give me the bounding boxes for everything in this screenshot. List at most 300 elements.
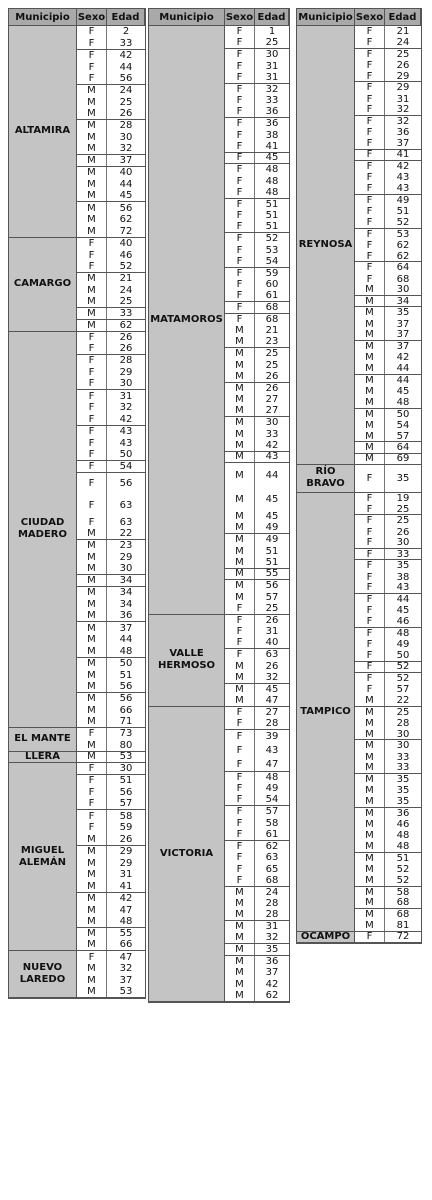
edad-cell: 56 xyxy=(119,478,133,489)
sexo-cell: M xyxy=(77,528,107,539)
sexo-cell: M xyxy=(225,534,255,546)
sexo-cell: F xyxy=(355,493,385,504)
table-row xyxy=(77,611,145,623)
table-row xyxy=(225,118,289,130)
edad-cell: 34 xyxy=(119,575,133,586)
sexo-cell: F xyxy=(77,61,107,73)
table-row xyxy=(77,26,145,38)
edad-cell: 25 xyxy=(396,706,410,718)
sexo-cell: F xyxy=(355,150,385,160)
edad-cell: 30 xyxy=(119,132,133,144)
sexo-cell: F xyxy=(77,38,107,49)
edad-cell: 30 xyxy=(396,284,410,295)
table-row xyxy=(77,214,145,226)
edad-cell: 25 xyxy=(396,48,410,60)
edad-cell: 29 xyxy=(396,71,410,82)
sexo-cell: F xyxy=(77,495,107,517)
table-row xyxy=(355,319,421,330)
table-row xyxy=(225,730,289,744)
edad-cell: 27 xyxy=(265,405,279,416)
table-row xyxy=(225,898,289,910)
municipio-cell: EL MANTE xyxy=(9,728,77,752)
table-row xyxy=(355,251,421,262)
edad-cell: 56 xyxy=(119,787,133,799)
sexo-cell: F xyxy=(355,206,385,217)
sexo-cell: F xyxy=(355,195,385,206)
table-row xyxy=(77,402,145,414)
table-row xyxy=(355,285,421,296)
table-row xyxy=(77,951,145,963)
edad-cell: 57 xyxy=(396,431,410,442)
sexo-cell: M xyxy=(355,330,385,340)
sexo-cell: F xyxy=(77,332,107,344)
sexo-cell: F xyxy=(355,71,385,81)
sexo-cell: F xyxy=(355,139,385,149)
sexo-cell: M xyxy=(77,587,107,599)
header-sexo: Sexo xyxy=(225,9,255,26)
edad-cell: 42 xyxy=(119,892,133,904)
edad-cell: 52 xyxy=(396,217,410,228)
sexo-cell: M xyxy=(77,646,107,657)
table-row xyxy=(355,330,421,341)
sexo-cell: M xyxy=(355,285,385,295)
sexo-cell: M xyxy=(77,108,107,119)
sexo-cell: F xyxy=(225,187,255,198)
sexo-cell: M xyxy=(355,375,385,386)
sexo-cell: M xyxy=(225,429,255,441)
edad-cell: 40 xyxy=(119,237,133,249)
sexo-cell: F xyxy=(225,829,255,840)
sexo-cell: F xyxy=(355,116,385,127)
table-row xyxy=(355,594,421,605)
header-edad: Edad xyxy=(107,9,145,26)
table-row xyxy=(355,240,421,251)
sexo-cell: M xyxy=(77,881,107,892)
table-row xyxy=(355,206,421,217)
sexo-cell: F xyxy=(225,875,255,886)
edad-cell: 28 xyxy=(396,717,410,729)
table-row xyxy=(225,569,289,581)
sexo-cell: F xyxy=(225,707,255,719)
table-row xyxy=(77,681,145,693)
sexo-cell: M xyxy=(77,846,107,858)
table-row xyxy=(355,431,421,442)
edad-cell: 31 xyxy=(265,626,279,638)
sexo-cell: M xyxy=(77,599,107,611)
sexo-cell: M xyxy=(77,191,107,202)
edad-cell: 68 xyxy=(265,875,279,886)
sexo-cell: F xyxy=(225,176,255,188)
table-row xyxy=(225,783,289,795)
sexo-cell: M xyxy=(77,144,107,155)
edad-cell: 30 xyxy=(119,763,133,774)
edad-cell: 33 xyxy=(396,751,410,763)
table-row xyxy=(225,164,289,176)
sexo-cell: F xyxy=(355,549,385,559)
edad-cell: 32 xyxy=(396,116,410,128)
table-row xyxy=(77,167,145,179)
table-row xyxy=(225,626,289,638)
sexo-cell: F xyxy=(77,763,107,774)
edad-cell: 35 xyxy=(396,785,410,797)
sexo-cell: F xyxy=(355,650,385,660)
edad-cell: 45 xyxy=(265,493,279,505)
sexo-cell: F xyxy=(225,718,255,729)
edad-cell: 44 xyxy=(265,469,279,481)
table-row xyxy=(355,60,421,71)
edad-cell: 21 xyxy=(396,26,410,38)
edad-cell: 51 xyxy=(265,221,279,232)
edad-cell: 60 xyxy=(265,279,279,291)
table-row xyxy=(77,332,145,344)
sexo-cell: F xyxy=(77,367,107,379)
sexo-cell: F xyxy=(355,161,385,172)
edad-cell: 30 xyxy=(396,740,410,752)
table-row xyxy=(77,881,145,893)
table-row xyxy=(225,818,289,830)
edad-cell: 48 xyxy=(396,627,410,639)
table-row xyxy=(77,50,145,62)
table-row xyxy=(225,487,289,511)
edad-cell: 45 xyxy=(396,386,410,398)
table-row xyxy=(77,787,145,799)
sexo-cell: F xyxy=(355,538,385,548)
table-row xyxy=(225,49,289,61)
edad-cell: 24 xyxy=(119,284,133,296)
table-row xyxy=(225,38,289,50)
table-row xyxy=(355,71,421,82)
edad-cell: 49 xyxy=(265,522,279,533)
sexo-cell: F xyxy=(225,233,255,245)
table-row xyxy=(225,314,289,326)
sexo-cell: F xyxy=(355,605,385,616)
sexo-cell: F xyxy=(225,38,255,49)
sexo-cell: M xyxy=(355,842,385,852)
edad-cell: 44 xyxy=(119,634,133,646)
table-row xyxy=(77,296,145,308)
edad-cell: 33 xyxy=(265,428,279,440)
edad-cell: 62 xyxy=(119,214,133,226)
sexo-cell: M xyxy=(355,729,385,739)
edad-cell: 54 xyxy=(265,256,279,267)
sexo-cell: M xyxy=(77,857,107,869)
table-row xyxy=(225,661,289,673)
edad-cell: 61 xyxy=(265,290,279,301)
sexo-cell: M xyxy=(225,898,255,910)
edad-cell: 46 xyxy=(396,819,410,831)
edad-cell: 32 xyxy=(265,672,279,683)
edad-cell: 24 xyxy=(265,886,279,898)
table-row xyxy=(355,740,421,751)
sexo-cell: F xyxy=(355,105,385,115)
edad-cell: 54 xyxy=(119,460,133,472)
edad-cell: 32 xyxy=(119,402,133,414)
edad-cell: 51 xyxy=(396,852,410,864)
sexo-cell: M xyxy=(355,887,385,898)
edad-cell: 58 xyxy=(265,817,279,829)
edad-cell: 48 xyxy=(265,771,279,783)
edad-cell: 25 xyxy=(396,515,410,527)
edad-cell: 28 xyxy=(265,898,279,910)
table-row xyxy=(77,355,145,367)
table-row xyxy=(225,990,289,1002)
sexo-cell: M xyxy=(225,511,255,523)
table-row xyxy=(225,795,289,807)
table-row xyxy=(355,364,421,375)
edad-cell: 47 xyxy=(265,758,279,770)
edad-cell: 64 xyxy=(396,442,410,453)
sexo-cell: M xyxy=(355,763,385,773)
edad-cell: 33 xyxy=(119,308,133,319)
edad-cell: 31 xyxy=(265,921,279,933)
edad-cell: 43 xyxy=(119,425,133,437)
table-row xyxy=(77,857,145,869)
edad-cell: 25 xyxy=(265,37,279,48)
sexo-cell: M xyxy=(225,580,255,592)
table-header xyxy=(149,9,289,26)
table-row xyxy=(77,343,145,355)
edad-cell: 42 xyxy=(119,413,133,425)
sexo-cell: F xyxy=(355,184,385,194)
table-row xyxy=(225,534,289,546)
table-row xyxy=(355,341,421,352)
municipio-cell: CAMARGO xyxy=(9,238,77,332)
table-row xyxy=(355,752,421,763)
edad-cell: 31 xyxy=(265,72,279,83)
sexo-cell: F xyxy=(77,355,107,367)
sexo-cell: M xyxy=(225,546,255,558)
table-row xyxy=(77,144,145,156)
table-column-1 xyxy=(8,8,146,999)
table-row xyxy=(355,195,421,206)
table-row xyxy=(355,515,421,526)
sexo-cell: F xyxy=(77,343,107,354)
edad-cell: 2 xyxy=(122,26,130,38)
sexo-cell: M xyxy=(355,898,385,908)
edad-cell: 43 xyxy=(396,183,410,194)
sexo-cell: F xyxy=(225,291,255,302)
edad-cell: 31 xyxy=(265,60,279,72)
edad-cell: 52 xyxy=(396,661,410,672)
edad-cell: 63 xyxy=(265,649,279,661)
edad-cell: 35 xyxy=(265,944,279,955)
municipio-cell: VALLE HERMOSO xyxy=(149,615,225,707)
sexo-cell: F xyxy=(355,560,385,571)
edad-cell: 30 xyxy=(119,563,133,575)
table-row xyxy=(355,729,421,740)
sexo-cell: M xyxy=(225,417,255,429)
table-row xyxy=(77,775,145,787)
table-row xyxy=(355,932,421,943)
edad-cell: 29 xyxy=(119,367,133,379)
sexo-cell: M xyxy=(355,352,385,363)
table-row xyxy=(77,540,145,552)
sexo-cell: F xyxy=(225,852,255,864)
sexo-cell: F xyxy=(77,799,107,810)
sexo-cell: F xyxy=(355,37,385,47)
table-row xyxy=(225,360,289,372)
edad-cell: 30 xyxy=(265,417,279,429)
edad-cell: 26 xyxy=(119,108,133,119)
sexo-cell: M xyxy=(225,348,255,360)
table-row xyxy=(225,291,289,303)
table-row xyxy=(225,141,289,153)
table-row xyxy=(225,245,289,257)
table-row xyxy=(77,587,145,599)
sexo-cell: M xyxy=(225,661,255,673)
sexo-cell: F xyxy=(355,527,385,538)
sexo-cell: F xyxy=(355,127,385,138)
table-row xyxy=(225,452,289,464)
edad-cell: 36 xyxy=(396,127,410,139)
sexo-cell: M xyxy=(355,454,385,464)
edad-cell: 40 xyxy=(119,167,133,179)
sexo-cell: M xyxy=(225,383,255,395)
sexo-cell: M xyxy=(77,308,107,319)
table-header xyxy=(9,9,145,26)
table-row xyxy=(355,650,421,661)
edad-cell: 50 xyxy=(396,408,410,420)
edad-cell: 68 xyxy=(396,273,410,285)
sexo-cell: F xyxy=(77,379,107,390)
table-row xyxy=(225,829,289,841)
sexo-cell: M xyxy=(355,718,385,729)
edad-cell: 59 xyxy=(119,822,133,834)
header-sexo: Sexo xyxy=(355,9,385,26)
table-row xyxy=(355,150,421,161)
edad-cell: 51 xyxy=(265,210,279,222)
edad-cell: 26 xyxy=(265,382,279,394)
sexo-cell: M xyxy=(77,97,107,109)
table-row xyxy=(77,202,145,214)
table-row xyxy=(77,249,145,261)
table-row xyxy=(355,628,421,639)
table-row xyxy=(355,819,421,830)
sexo-cell: M xyxy=(225,990,255,1001)
sexo-cell: F xyxy=(77,810,107,822)
table-row xyxy=(77,963,145,975)
edad-cell: 80 xyxy=(119,739,133,751)
table-row xyxy=(355,420,421,431)
table-row xyxy=(225,429,289,441)
sexo-cell: F xyxy=(225,615,255,627)
edad-cell: 28 xyxy=(119,120,133,132)
edad-cell: 30 xyxy=(265,49,279,61)
sexo-cell: F xyxy=(355,229,385,240)
sexo-cell: F xyxy=(355,240,385,251)
edad-cell: 52 xyxy=(265,233,279,245)
table-row xyxy=(355,639,421,650)
sexo-cell: M xyxy=(77,869,107,881)
edad-cell: 23 xyxy=(119,540,133,552)
table-row xyxy=(77,799,145,811)
table-row xyxy=(225,806,289,818)
sexo-cell: F xyxy=(225,730,255,744)
table-row xyxy=(355,217,421,228)
edad-cell: 32 xyxy=(396,104,410,115)
table-row xyxy=(225,772,289,784)
edad-cell: 37 xyxy=(396,138,410,149)
table-row xyxy=(225,176,289,188)
edad-cell: 27 xyxy=(265,706,279,718)
header-municipio: Municipio xyxy=(149,9,225,26)
edad-cell: 81 xyxy=(396,920,410,931)
table-row xyxy=(355,887,421,898)
table-column-3 xyxy=(296,8,422,944)
sexo-cell: M xyxy=(77,681,107,692)
edad-cell: 35 xyxy=(396,560,410,572)
sexo-cell: M xyxy=(77,155,107,166)
edad-cell: 42 xyxy=(265,978,279,990)
sexo-cell: F xyxy=(355,932,385,942)
sexo-cell: F xyxy=(77,414,107,425)
sexo-cell: M xyxy=(77,120,107,132)
table-row xyxy=(355,662,421,673)
table-row xyxy=(225,348,289,360)
table-row xyxy=(77,528,145,540)
sexo-cell: M xyxy=(355,853,385,864)
edad-cell: 28 xyxy=(265,718,279,729)
table-row xyxy=(77,437,145,449)
sexo-cell: F xyxy=(77,728,107,740)
sexo-cell: M xyxy=(355,830,385,841)
table-row xyxy=(355,797,421,808)
table-row xyxy=(225,592,289,604)
edad-cell: 1 xyxy=(268,26,276,38)
sexo-cell: F xyxy=(355,94,385,105)
sexo-cell: M xyxy=(77,987,107,998)
table-row xyxy=(225,921,289,933)
table-row xyxy=(225,841,289,853)
sexo-cell: M xyxy=(225,463,255,487)
sexo-cell: M xyxy=(225,967,255,979)
edad-cell: 37 xyxy=(119,155,133,166)
edad-cell: 42 xyxy=(265,440,279,451)
sexo-cell: F xyxy=(77,951,107,963)
edad-cell: 33 xyxy=(265,95,279,107)
sexo-cell: F xyxy=(355,26,385,37)
edad-cell: 23 xyxy=(265,336,279,347)
sexo-cell: F xyxy=(77,249,107,261)
table-row xyxy=(225,615,289,627)
edad-cell: 22 xyxy=(119,528,133,539)
sexo-cell: F xyxy=(225,107,255,118)
header-edad: Edad xyxy=(385,9,421,26)
table-row xyxy=(77,379,145,391)
sexo-cell: F xyxy=(77,261,107,272)
table-row xyxy=(225,979,289,991)
sexo-cell: F xyxy=(77,437,107,449)
edad-cell: 31 xyxy=(396,93,410,105)
sexo-cell: F xyxy=(77,473,107,495)
sexo-cell: M xyxy=(225,695,255,706)
edad-cell: 68 xyxy=(396,897,410,908)
table-row xyxy=(77,85,145,97)
sexo-cell: M xyxy=(225,337,255,348)
sexo-cell: M xyxy=(225,979,255,991)
edad-cell: 43 xyxy=(119,437,133,449)
edad-cell: 73 xyxy=(119,728,133,740)
table-row xyxy=(355,842,421,853)
edad-cell: 48 xyxy=(396,830,410,842)
table-row xyxy=(355,695,421,706)
table-row xyxy=(225,61,289,73)
edad-cell: 53 xyxy=(396,228,410,240)
sexo-cell: F xyxy=(225,49,255,61)
sexo-cell: M xyxy=(355,409,385,420)
table-row xyxy=(225,707,289,719)
table-row xyxy=(355,307,421,318)
